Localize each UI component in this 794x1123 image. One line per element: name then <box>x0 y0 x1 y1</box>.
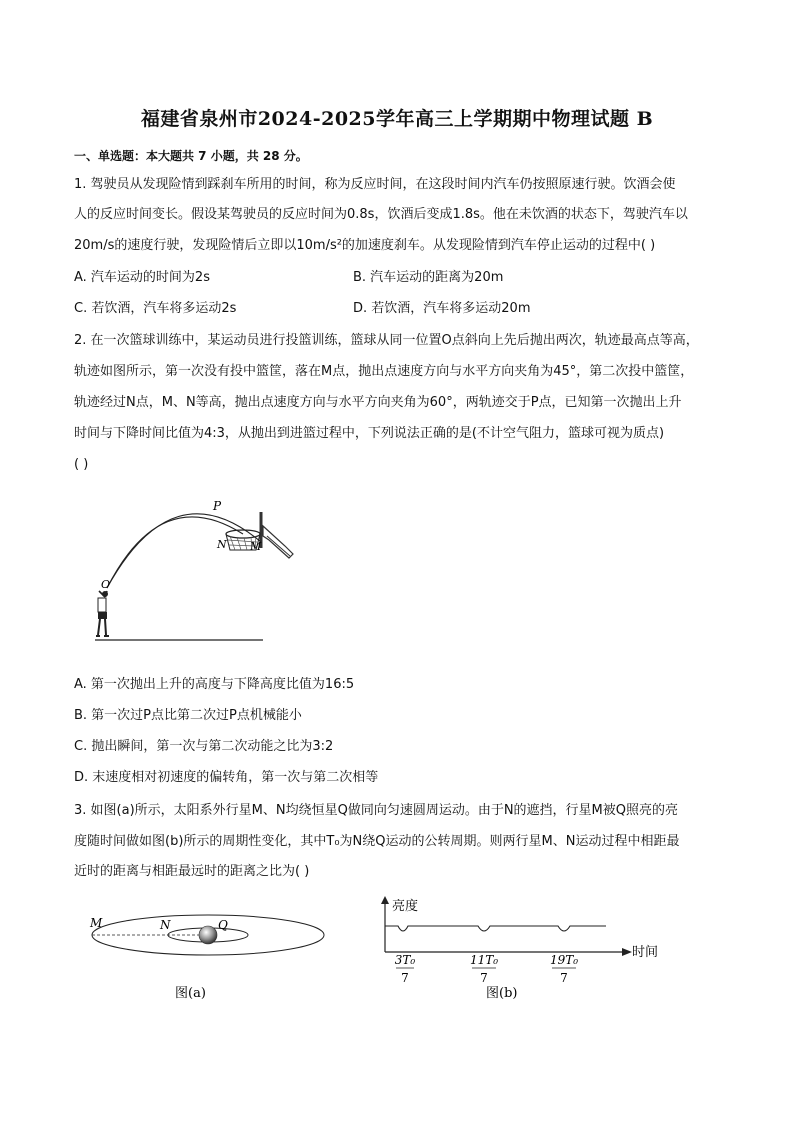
q1-option-d: D. 若饮酒，汽车将多运动20m <box>353 301 531 316</box>
tick-3-numerator: 19T₀ <box>549 953 579 967</box>
caption-b: 图(b) <box>486 986 518 1001</box>
q3-line-3: 近时的距离与相距最远时的距离之比为( ) <box>74 864 310 879</box>
tick-2-numerator: 11T₀ <box>469 953 499 967</box>
q2-option-c: C. 抛出瞬间，第一次与第二次动能之比为3:2 <box>74 739 334 754</box>
q3-line-2: 度随时间做如图(b)所示的周期性变化，其中T₀为N绕Q运动的公转周期。则两行星M、N运动过程中相距最 <box>74 834 680 849</box>
q1-option-a: A. 汽车运动的时间为2s <box>74 270 210 285</box>
x-axis-arrow <box>622 948 632 956</box>
label-m: M <box>90 916 103 930</box>
section-heading: 一、单选题：本大题共 7 小题，共 28 分。 <box>74 149 308 163</box>
q1-line-3: 20m/s的速度行驶，发现险情后立即以10m/s²的加速度刹车。从发现险情到汽车停止运动的过程中( ) <box>74 238 656 253</box>
tick-3-denominator: 7 <box>560 971 568 985</box>
q2-line-3: 轨迹经过N点，M、N等高，抛出点速度方向与水平方向夹角为60°，两轨迹交于P点，已知第一次抛出上升 <box>74 395 682 410</box>
star-q <box>199 926 217 944</box>
q3-line-1: 3. 如图(a)所示，太阳系外行星M、N均绕恒星Q做同向匀速圆周运动。由于N的遮挡，行星M被Q照亮的亮 <box>74 803 678 818</box>
brightness-curve <box>385 926 606 931</box>
y-axis-label: 亮度 <box>392 899 419 914</box>
label-m: M <box>250 540 262 553</box>
q1-line-1: 1. 驾驶员从发现险情到踩刹车所用的时间，称为反应时间，在这段时间内汽车仍按照原速行驶。饮酒会使 <box>74 177 676 192</box>
tick-1-denominator: 7 <box>401 971 409 985</box>
brightness-figure-b <box>368 892 668 1010</box>
hoop-stand <box>261 512 293 558</box>
q1-line-2: 人的反应时间变长。假设某驾驶员的反应时间为0.8s，饮酒后变成1.8s。他在未饮酒的状态下，驾驶汽车以 <box>74 207 688 222</box>
x-axis-label: 时间 <box>632 945 659 960</box>
orbit-figure-a <box>88 905 333 1005</box>
q1-option-c: C. 若饮酒，汽车将多运动2s <box>74 301 237 316</box>
q2-line-5: ( ) <box>74 457 89 472</box>
q2-line-4: 时间与下降时间比值为4:3，从抛出到进篮过程中，下列说法正确的是(不计空气阻力，篮球可视为质点) <box>74 426 665 441</box>
basketball-player <box>96 591 109 636</box>
label-o: O <box>101 578 111 591</box>
label-q: Q <box>218 918 228 932</box>
q2-option-d: D. 末速度相对初速度的偏转角，第一次与第二次相等 <box>74 770 379 785</box>
q1-option-b: B. 汽车运动的距离为20m <box>353 270 504 285</box>
q2-line-2: 轨迹如图所示，第一次没有投中篮筐，落在M点，抛出点速度方向与水平方向夹角为45°，第二次投中篮筐， <box>74 364 694 379</box>
label-n: N <box>160 918 171 932</box>
basketball-figure <box>85 490 305 650</box>
caption-a: 图(a) <box>175 986 206 1001</box>
tick-1-numerator: 3T₀ <box>394 953 416 967</box>
tick-2-denominator: 7 <box>480 971 488 985</box>
label-n: N <box>217 538 227 551</box>
q2-line-1: 2. 在一次篮球训练中，某运动员进行投篮训练，篮球从同一位置O点斜向上先后抛出两次，轨迹最高点等高， <box>74 333 699 348</box>
label-p: P <box>213 499 222 513</box>
q2-option-a: A. 第一次抛出上升的高度与下降高度比值为16:5 <box>74 677 355 692</box>
q2-option-b: B. 第一次过P点比第二次过P点机械能小 <box>74 708 302 723</box>
page-title: 福建省泉州市2024-2025学年高三上学期期中物理试题 B <box>140 108 654 130</box>
trajectory-second <box>107 517 243 588</box>
y-axis-arrow <box>381 896 389 904</box>
